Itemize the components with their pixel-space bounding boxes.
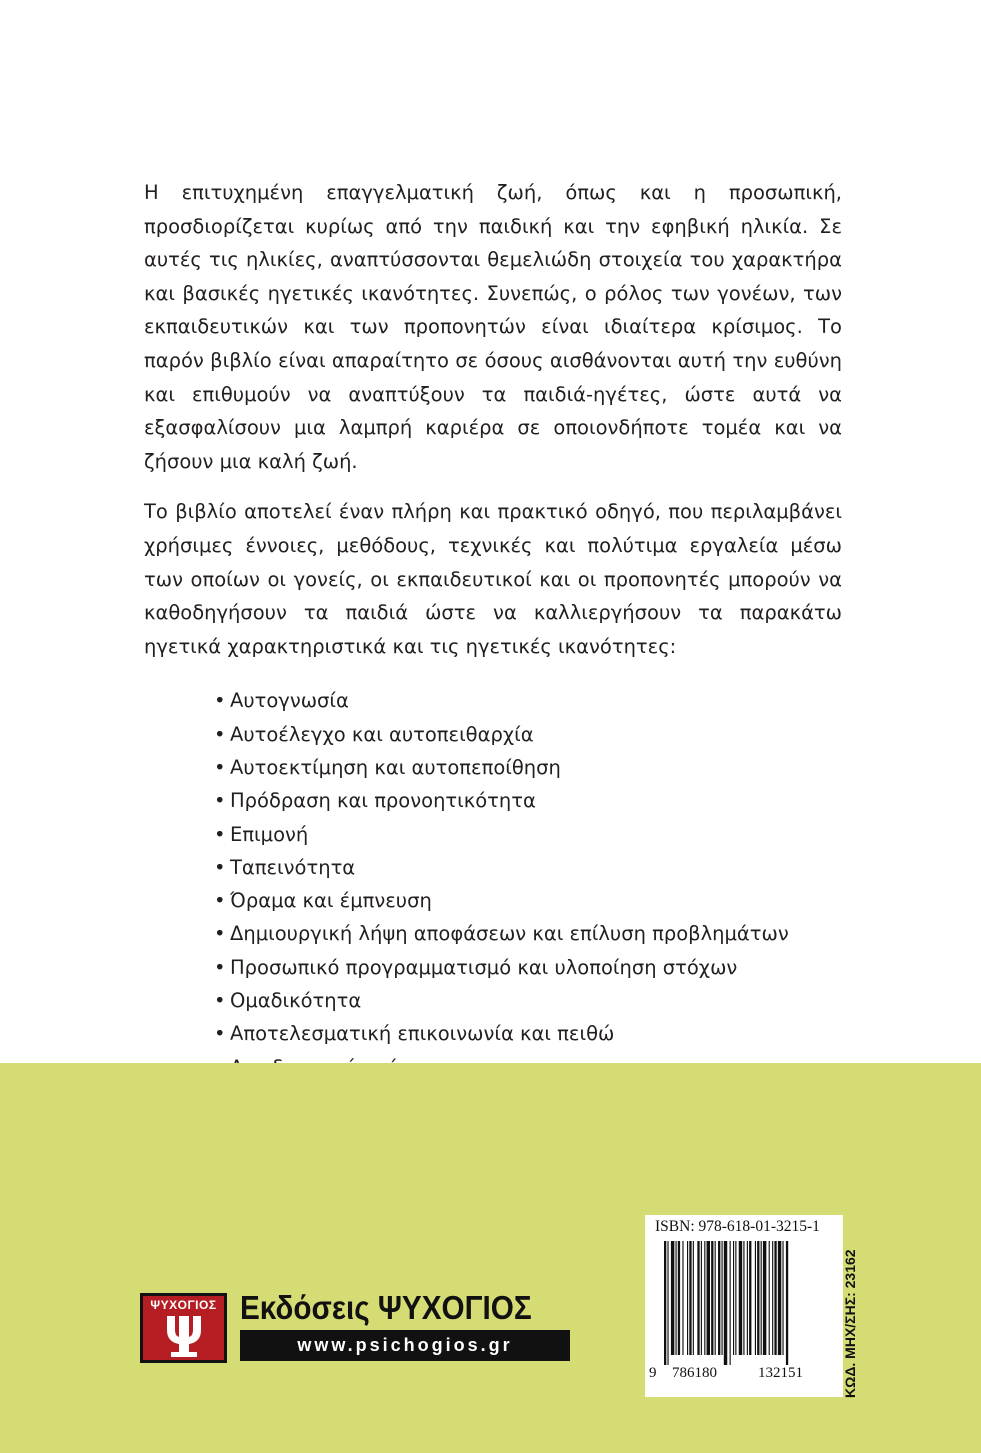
barcode-bar [772,1241,773,1355]
skills-list-item [214,751,842,784]
barcode-bar [715,1241,716,1355]
barcode-bar [730,1241,731,1365]
barcode-graphic [662,1241,834,1365]
skills-list-label: Αυτοεκτίμηση και αυτοπεποίθηση [230,755,561,779]
barcode-digits-right: 132151 [758,1365,803,1381]
barcode-bar [757,1241,759,1355]
barcode-bar [749,1241,751,1355]
publisher-url: www.psichogios.gr [240,1330,570,1361]
intro-paragraph: Η επιτυχημένη επαγγελματική ζωή, όπως και η προσωπική, προσδιορίζεται κυρίως από την παιδική και την εφηβική ηλικία. Σε αυτές τις ηλικίες, αναπτύσσονται θεμελιώδη στοιχεία του χαρακτήρα και βασικές ηγετικές ικανότητες. Συνεπώς, ο ρόλος των γονέων, των εκπαιδευτικών και των προπονητών είναι ιδιαίτερα κρίσιμος. Το παρόν βιβλίο είναι απαραίτητο σε όσους αισθάνονται αυτή την ευθύνη και επιθυμούν να αναπτύξουν τα παιδιά-ηγέτες, ώστε αυτά να εξασφαλίσουν μια λαμπρή καριέρα σε οποιονδήποτε τομέα και να ζήσουν μια καλή ζωή. [144,181,842,473]
skills-list-item [214,951,842,984]
skills-list-label: Πρόδραση και προνοητικότητα [230,789,536,813]
skills-list-label: Επιμονή [230,822,309,846]
skills-list-item [214,684,842,717]
bullet-dot: • [214,889,226,913]
barcode-bar [671,1241,674,1355]
bullet-dot: • [214,722,226,746]
barcode-bar [782,1241,783,1355]
skills-list-item [214,984,842,1017]
barcode-digit-first: 9 [649,1365,657,1381]
barcode-bar [701,1241,702,1355]
barcode-bar [718,1241,720,1355]
barcode-digits-left: 786180 [672,1365,717,1381]
skills-list-label: Ομαδικότητα [230,988,362,1012]
isbn-label: ISBN: 978-618-01-3215-1 [655,1218,820,1235]
barcode-bar [667,1241,668,1365]
barcode-bar [739,1241,742,1355]
barcode-bar [774,1241,776,1355]
barcode-bar [761,1241,762,1355]
bullet-dot: • [214,955,226,979]
bullet-dot: • [214,855,226,879]
logo-text: ΨΥΧΟΓΙΟΣ [150,1298,217,1312]
back-cover-text [144,176,842,1084]
barcode-bar [678,1241,680,1355]
second-paragraph: Το βιβλίο αποτελεί έναν πλήρη και πρακτικό οδηγό, που περιλαμβάνει χρήσιμες έννοιες, μεθόδους, τεχνικές και πολύτιμα εργαλεία μέσω των οποίων οι γονείς, οι εκπαιδευτικοί και οι προπονητές μπορούν να καθοδηγήσουν τα παιδιά ώστε να καλλιεργήσουν τα παρακάτω ηγετικά χαρακτηριστικά και τις ηγετικές ικανότητες: [144,500,842,658]
skills-list-label: Αυτοέλεγχο και αυτοπειθαρχία [230,722,534,746]
skills-list-label: Όραμα και έμπνευση [230,889,432,913]
skills-list-item [214,1017,842,1050]
skills-list-item [214,917,842,950]
barcode-bar [747,1241,748,1355]
barcode-bar [735,1241,736,1355]
barcode-bar [693,1241,694,1355]
skills-list-label: Προσωπικό προγραμματισμό και υλοποίηση στόχων [230,955,738,979]
skills-list-item [214,718,842,751]
barcode-bar [733,1241,734,1355]
skills-list-item [214,818,842,851]
skills-list-item [214,851,842,884]
skills-list-label: Ταπεινότητα [230,855,356,879]
barcode-bar [778,1241,781,1355]
skills-list-item [214,784,842,817]
bullet-dot: • [214,755,226,779]
product-code: ΚΩΔ. ΜΗΧ/ΣΗΣ: 23162 [842,1249,858,1398]
bullet-dot: • [214,822,226,846]
barcode-bar [743,1241,744,1355]
bullet-dot: • [214,988,226,1012]
barcode-bar [707,1241,710,1355]
barcode-bar [711,1241,713,1355]
skills-list-label: Αποτελεσματική επικοινωνία και πειθώ [230,1022,615,1046]
publisher-name: Εκδόσεις ΨΥΧΟΓΙΟΣ [240,1289,532,1326]
barcode-bar [763,1241,766,1355]
skills-list-item [214,884,842,917]
barcode-bar [689,1241,691,1355]
publisher-logo [140,1293,227,1363]
skills-list-label: Αυτογνωσία [230,689,349,713]
barcode-bar [755,1241,756,1355]
barcode-bar [687,1241,688,1355]
barcode-bar [786,1241,788,1365]
bullet-dot: • [214,922,226,946]
barcode-bar [769,1241,770,1355]
barcode-bar [682,1241,683,1355]
barcode-bar [722,1241,723,1355]
psi-icon [161,1314,207,1358]
barcode-bar [676,1241,677,1355]
skills-list [144,684,842,1084]
barcode-bar [704,1241,705,1355]
barcode-bar [664,1241,666,1365]
skills-list-label: Δημιουργική λήψη αποφάσεων και επίλυση προβλημάτων [230,922,789,946]
barcode-bar [697,1241,699,1355]
barcode-bar [724,1241,727,1365]
bullet-dot: • [214,1022,226,1046]
bullet-dot: • [214,689,226,713]
bullet-dot: • [214,789,226,813]
isbn-barcode-box [645,1215,843,1397]
